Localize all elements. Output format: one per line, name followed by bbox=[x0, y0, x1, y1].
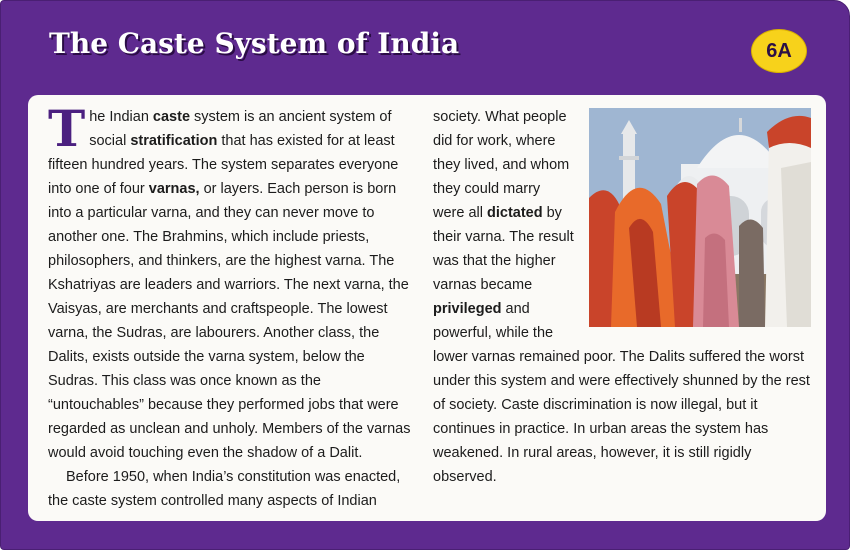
page-title: The Caste System of India bbox=[49, 27, 460, 60]
text-run: by their varna. The result was that the higher varnas became bbox=[433, 205, 574, 293]
text-run: and powerful, while the lower varnas remained poor. The Dalits suffered the worst under this system and were effectively shunned by the rest of society. Caste discrimination is now illegal, but it continues in practice. In urban areas the system has weakened. In rural areas, however, it is still rigidly observed. bbox=[433, 301, 810, 485]
paragraph-3 bbox=[433, 105, 811, 489]
paragraph-1 bbox=[48, 99, 418, 465]
text-run: he Indian bbox=[89, 109, 153, 125]
text-run: that has existed for at least fifteen hundred years. The system separates everyone into one of four bbox=[48, 133, 399, 197]
text-run: society. What people did for work, where they lived, and whom they could marry were all bbox=[433, 109, 570, 221]
section-badge: 6A bbox=[751, 29, 807, 73]
text-run: system is an ancient system of social bbox=[89, 109, 392, 149]
photo-women-at-taj-mahal bbox=[589, 108, 811, 327]
content-panel bbox=[28, 95, 826, 521]
paragraph-2 bbox=[48, 465, 418, 513]
paragraph-1-text bbox=[48, 99, 411, 461]
key-term: privileged bbox=[433, 301, 502, 317]
key-term: dictated bbox=[487, 205, 543, 221]
key-term: varnas, bbox=[148, 181, 200, 197]
text-run: Before 1950, when India’s constitution was enacted, the caste system controlled many aspects of Indian bbox=[48, 469, 401, 509]
key-term: stratification bbox=[130, 133, 218, 149]
text-run: or layers. Each person is born into a particular varna, and they can never move to another one. The Brahmins, which include priests, philosophers, and thinkers, are the highest varna. The Kshatriyas are leaders and warriors. The next varna, the Vaisyas, are merchants and craftspeople. The lowest varna, the Sudras, are labourers. Another class, the Dalits, exists outside the varna system, below the Sudras. This class was once known as the “untouchables” because they performed jobs that were regarded as unclean and unholy. Members of the varnas would avoid touching even the shadow of a Dalit. bbox=[48, 181, 411, 461]
drop-cap: T bbox=[48, 99, 86, 158]
text-column-right bbox=[433, 105, 811, 489]
key-term: caste bbox=[152, 109, 191, 125]
text-column-left bbox=[48, 99, 418, 513]
